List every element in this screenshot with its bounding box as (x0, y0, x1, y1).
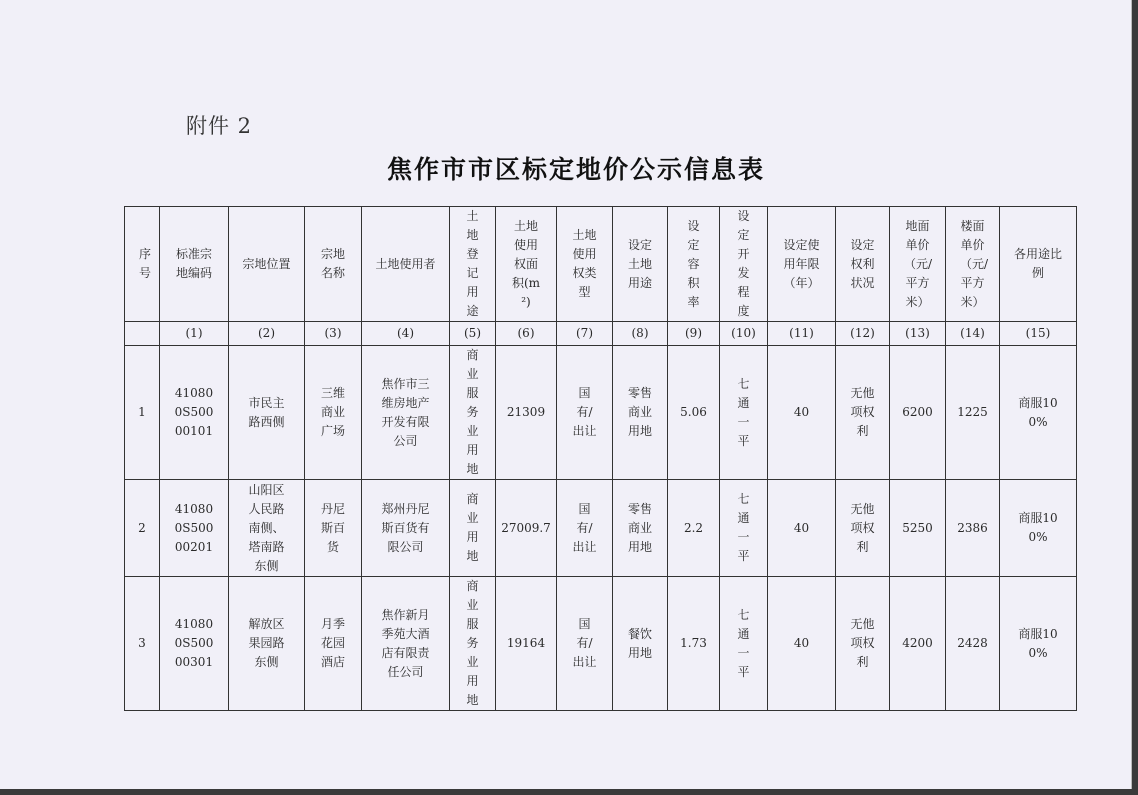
column-number-cell: (10) (720, 322, 768, 346)
table-cell: 餐饮用地 (613, 577, 668, 711)
header-cell: 标准宗地编码 (160, 207, 229, 322)
column-number-cell: (2) (229, 322, 305, 346)
table-cell: 无他项权利 (836, 480, 890, 577)
table-cell: 6200 (890, 346, 946, 480)
table-cell: 1 (125, 346, 160, 480)
table-cell: 5.06 (668, 346, 720, 480)
header-cell: 楼面单价（元/平方米） (946, 207, 1000, 322)
table-cell: 国有/出让 (557, 480, 613, 577)
header-cell: 土地登记用途 (450, 207, 496, 322)
header-cell: 土地使用权类型 (557, 207, 613, 322)
header-cell: 宗地名称 (305, 207, 362, 322)
table-cell: 商服100% (1000, 577, 1077, 711)
column-number-cell: (6) (496, 322, 557, 346)
table-cell: 3 (125, 577, 160, 711)
table-cell: 零售商业用地 (613, 480, 668, 577)
table-cell: 商业用地 (450, 480, 496, 577)
table-cell: 2 (125, 480, 160, 577)
annex-label: 附件 2 (186, 114, 253, 138)
table-cell: 410800S50000101 (160, 346, 229, 480)
header-cell: 宗地位置 (229, 207, 305, 322)
header-cell: 设定容积率 (668, 207, 720, 322)
column-number-cell: (12) (836, 322, 890, 346)
table-cell: 2.2 (668, 480, 720, 577)
table-cell: 19164 (496, 577, 557, 711)
column-number-cell: (7) (557, 322, 613, 346)
table-cell: 410800S50000301 (160, 577, 229, 711)
table-cell: 27009.7 (496, 480, 557, 577)
header-cell: 各用途比例 (1000, 207, 1077, 322)
column-number-row (125, 322, 1077, 346)
table-cell: 焦作新月季苑大酒店有限责任公司 (362, 577, 450, 711)
table-cell: 郑州丹尼斯百货有限公司 (362, 480, 450, 577)
table-cell: 无他项权利 (836, 346, 890, 480)
column-number-cell: (14) (946, 322, 1000, 346)
column-number-cell: (11) (768, 322, 836, 346)
column-number-cell: (13) (890, 322, 946, 346)
header-cell: 设定权利状况 (836, 207, 890, 322)
table-row (125, 346, 1077, 480)
table-cell: 4200 (890, 577, 946, 711)
table-cell: 无他项权利 (836, 577, 890, 711)
table-cell: 商业服务业用地 (450, 346, 496, 480)
table-cell: 1.73 (668, 577, 720, 711)
table-cell: 40 (768, 346, 836, 480)
table-cell: 七通一平 (720, 577, 768, 711)
header-cell: 设定开发程度 (720, 207, 768, 322)
table-cell: 商服100% (1000, 346, 1077, 480)
table-cell: 商服100% (1000, 480, 1077, 577)
column-number-cell: (3) (305, 322, 362, 346)
header-cell: 序号 (125, 207, 160, 322)
table-cell: 山阳区人民路南侧、塔南路东侧 (229, 480, 305, 577)
table-cell: 解放区果园路东侧 (229, 577, 305, 711)
table-cell: 丹尼斯百货 (305, 480, 362, 577)
column-number-cell: (8) (613, 322, 668, 346)
table-cell: 焦作市三维房地产开发有限公司 (362, 346, 450, 480)
header-cell: 设定土地用途 (613, 207, 668, 322)
column-number-cell: (9) (668, 322, 720, 346)
table-cell: 国有/出让 (557, 577, 613, 711)
table-cell: 21309 (496, 346, 557, 480)
table-cell: 零售商业用地 (613, 346, 668, 480)
column-number-cell: (15) (1000, 322, 1077, 346)
table-cell: 国有/出让 (557, 346, 613, 480)
header-row (125, 207, 1077, 322)
column-number-cell (125, 322, 160, 346)
table-cell: 七通一平 (720, 346, 768, 480)
header-cell: 土地使用权面积(m²) (496, 207, 557, 322)
column-number-cell: (4) (362, 322, 450, 346)
table-cell: 三维商业广场 (305, 346, 362, 480)
column-number-cell: (1) (160, 322, 229, 346)
table-row (125, 577, 1077, 711)
document-title: 焦作市市区标定地价公示信息表 (386, 155, 765, 184)
table-cell: 市民主路西侧 (229, 346, 305, 480)
table-cell: 5250 (890, 480, 946, 577)
header-cell: 设定使用年限（年） (768, 207, 836, 322)
table-cell: 月季花园酒店 (305, 577, 362, 711)
table-row (125, 480, 1077, 577)
table-cell: 410800S50000201 (160, 480, 229, 577)
header-cell: 土地使用者 (362, 207, 450, 322)
header-cell: 地面单价（元/平方米） (890, 207, 946, 322)
table-cell: 商业服务业用地 (450, 577, 496, 711)
table-cell: 七通一平 (720, 480, 768, 577)
table-cell: 2428 (946, 577, 1000, 711)
table-cell: 2386 (946, 480, 1000, 577)
table-cell: 1225 (946, 346, 1000, 480)
land-price-table (124, 206, 1077, 711)
table-cell: 40 (768, 577, 836, 711)
column-number-cell: (5) (450, 322, 496, 346)
table-cell: 40 (768, 480, 836, 577)
